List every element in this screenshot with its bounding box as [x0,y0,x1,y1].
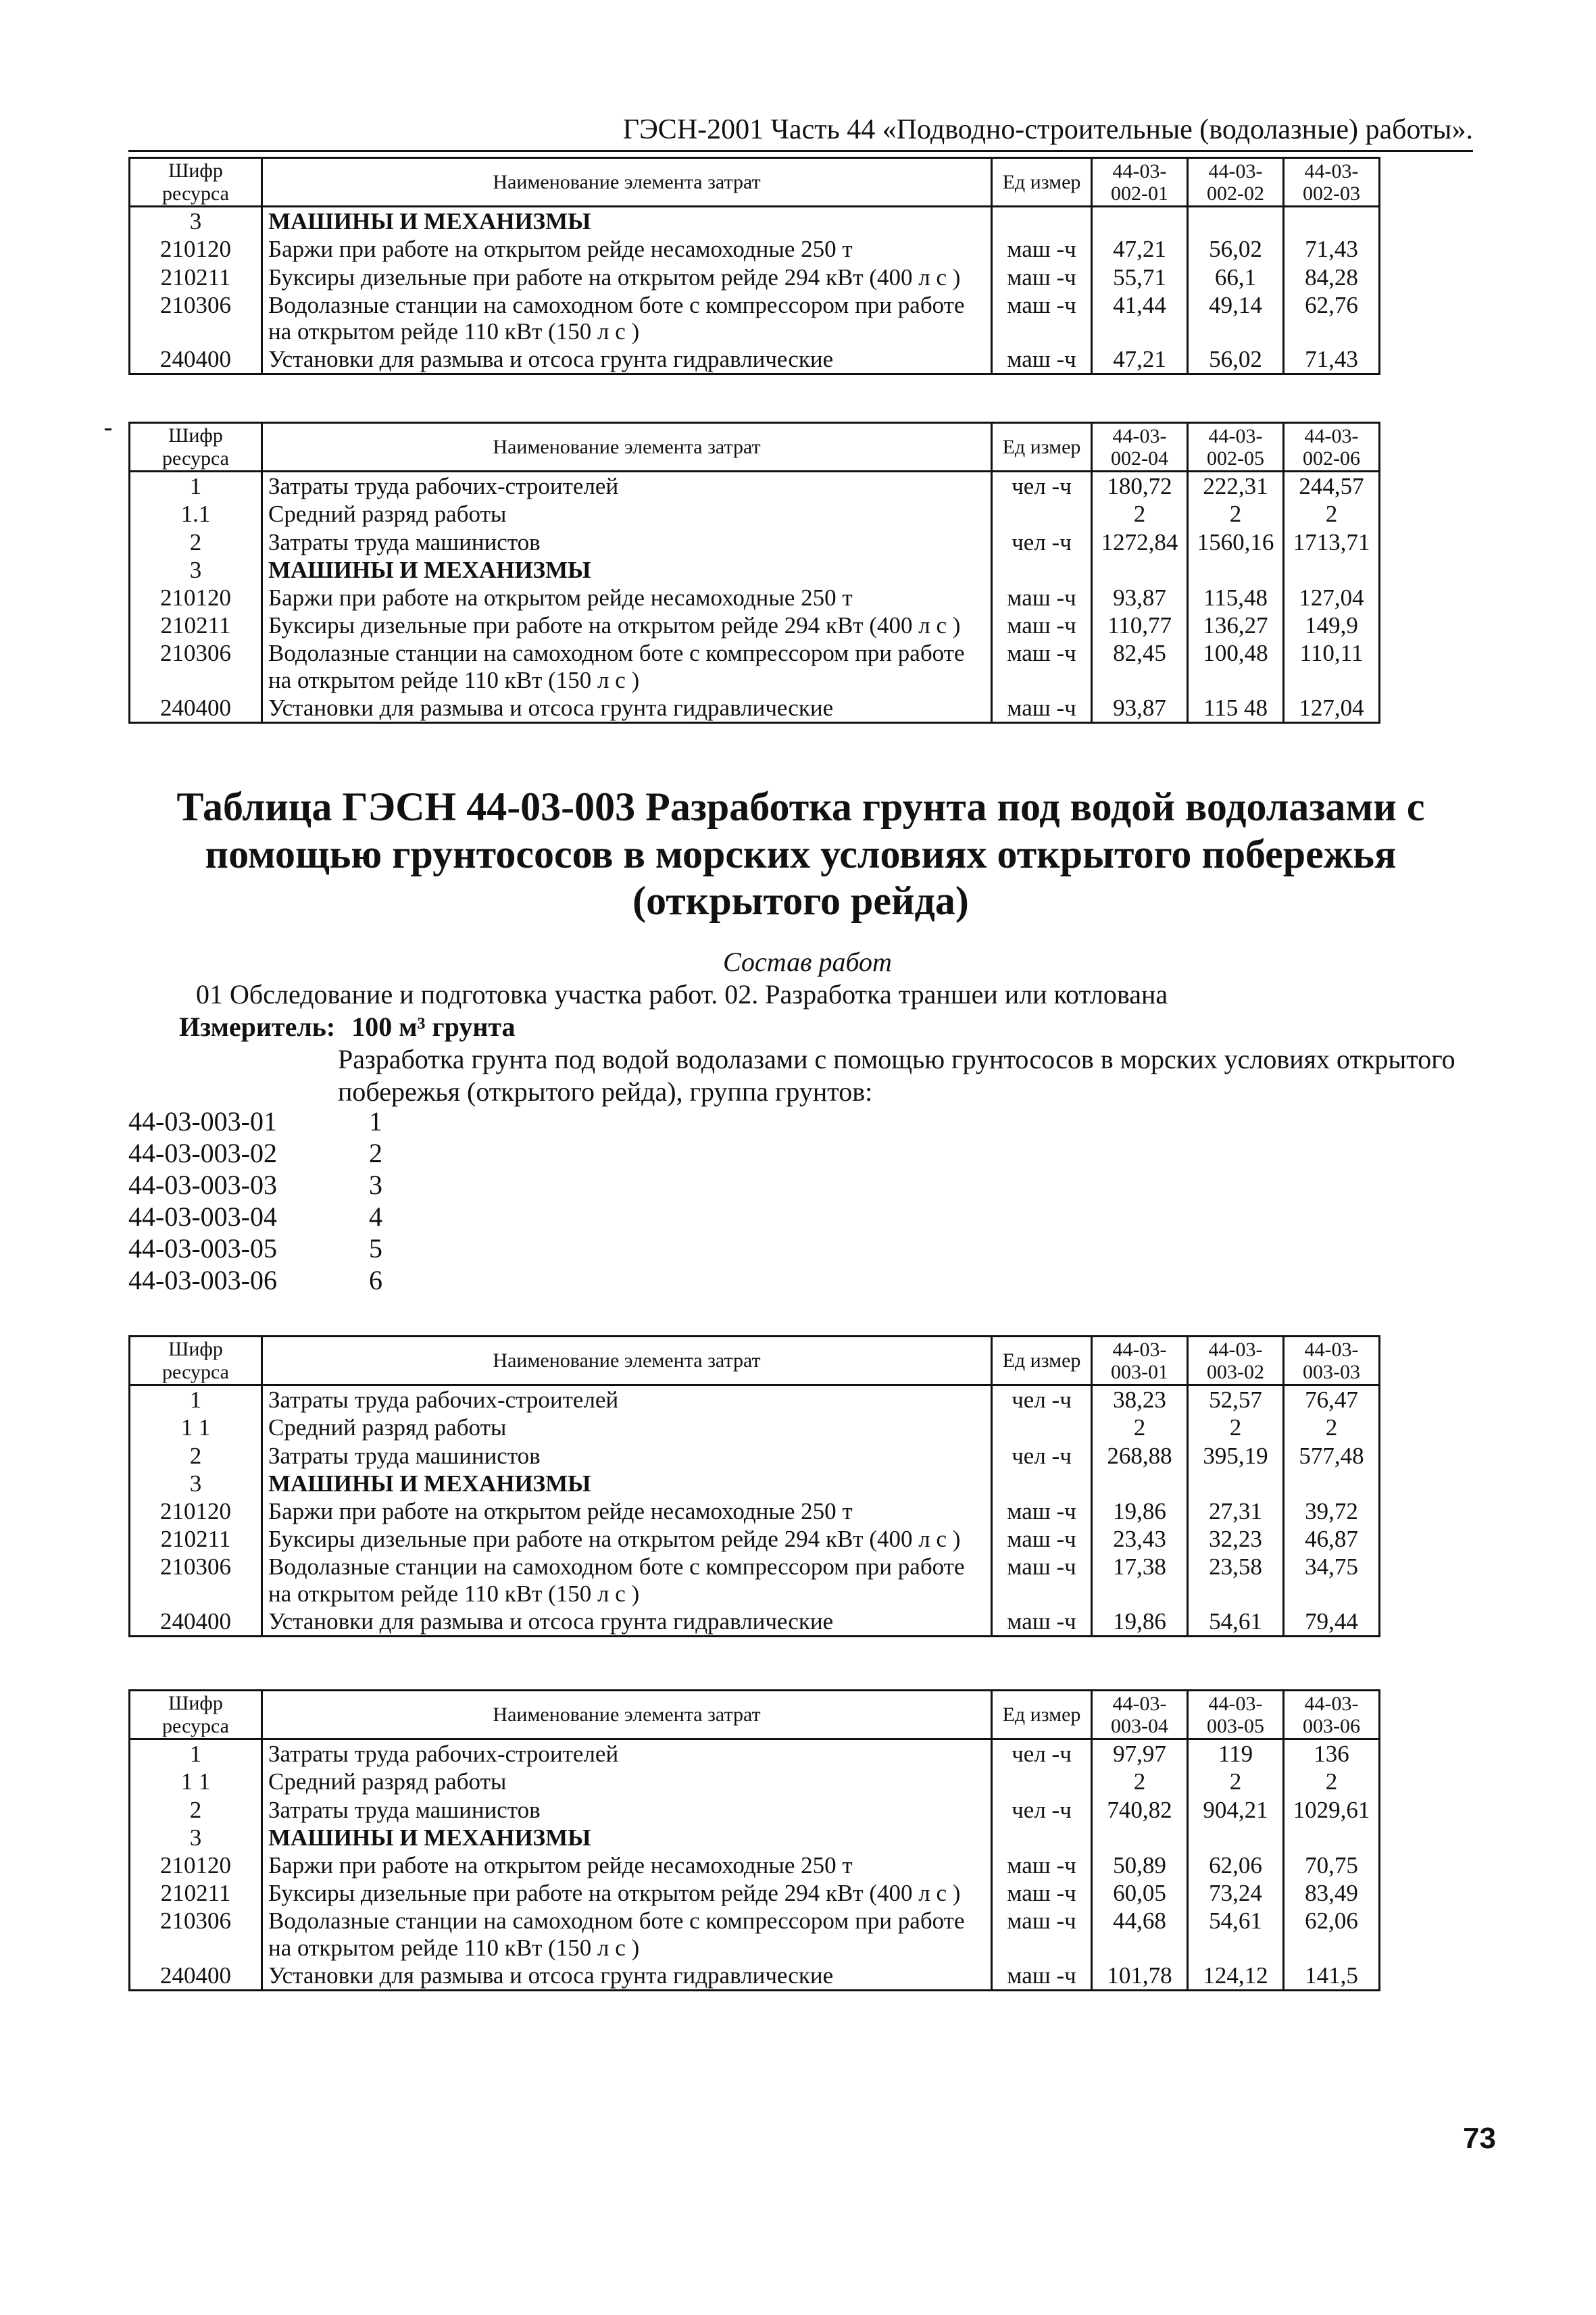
header-norm-code: 44-03-002-01 [1092,158,1188,207]
cell-value: 222,31 [1188,472,1284,501]
table-row [130,1553,1380,1607]
cell-name: Средний разряд работы [262,1414,992,1441]
cell-name: Затраты труда машинистов [262,528,992,556]
cell-value: 83,49 [1284,1879,1380,1907]
cell-value: 56,02 [1188,345,1284,374]
header-norm-code: 44-03-002-05 [1188,423,1284,472]
cell-code: 210120 [130,235,262,263]
cell-value: 904,21 [1188,1796,1284,1824]
cell-unit: маш -ч [992,1962,1092,1991]
cell-code: 210211 [130,1879,262,1907]
cell-unit: маш -ч [992,639,1092,693]
table-row [130,472,1380,501]
table-row [130,1497,1380,1525]
table-row [130,1739,1380,1768]
cell-value: 19,86 [1092,1497,1188,1525]
cell-value: 82,45 [1092,639,1188,693]
code-list-item [128,1201,382,1233]
cell-value: 577,48 [1284,1442,1380,1470]
cell-value: 2 [1284,1768,1380,1795]
table-row [130,1414,1380,1441]
table-row [130,1768,1380,1795]
cell-code: 2 [130,1442,262,1470]
cell-name: Буксиры дизельные при работе на открытом рейде 294 кВт (400 л с ) [262,1879,992,1907]
header-name: Наименование элемента затрат [262,1337,992,1385]
cell-value: 46,87 [1284,1525,1380,1553]
work-description: Разработка грунта под водой водолазами с помощью грунтососов в морских условиях открытого побережья (открытого рейда), группа грунтов: [338,1044,1455,1107]
cell-code: 240400 [130,345,262,374]
norm-code: 44-03-003-04 [128,1201,277,1232]
cell-code: 240400 [130,694,262,723]
cell-value: 62,06 [1284,1907,1380,1961]
composition-text: 01 Обследование и подготовка участка работ. 02. Разработка траншеи или котлована [196,979,1168,1010]
cell-name: Буксиры дизельные при работе на открытом рейде 294 кВт (400 л с ) [262,264,992,291]
cell-code: 210306 [130,1553,262,1607]
cell-unit: маш -ч [992,584,1092,612]
header-code: Шифр ресурса [130,423,262,472]
cell-name: Баржи при работе на открытом рейде несамоходные 250 т [262,235,992,263]
cell-value: 23,43 [1092,1525,1188,1553]
cell-unit: маш -ч [992,1608,1092,1637]
table-row [130,1879,1380,1907]
cell-value: 76,47 [1284,1385,1380,1414]
header-name: Наименование элемента затрат [262,423,992,472]
cell-name: Установки для размыва и отсоса грунта гидравлические [262,1962,992,1991]
cell-unit [992,1824,1092,1851]
soil-group: 4 [369,1201,382,1232]
cell-code: 210211 [130,1525,262,1553]
norms-table-002-part1 [128,157,1380,375]
cell-value: 149,9 [1284,612,1380,639]
header-unit: Ед измер [992,423,1092,472]
cell-name: Баржи при работе на открытом рейде несамоходные 250 т [262,1497,992,1525]
cell-name: Затраты труда машинистов [262,1442,992,1470]
cell-value: 32,23 [1188,1525,1284,1553]
cell-code: 240400 [130,1608,262,1637]
table-header-row [130,1337,1380,1385]
cell-name: Водолазные станции на самоходном боте с компрессором при работе на открытом рейде 110 кВт (150 л с ) [262,291,992,345]
cell-code: 1 1 [130,1768,262,1795]
cell-value: 23,58 [1188,1553,1284,1607]
cell-value: 97,97 [1092,1739,1188,1768]
cell-value: 49,14 [1188,291,1284,345]
cell-code: 210306 [130,639,262,693]
cell-name: Буксиры дизельные при работе на открытом рейде 294 кВт (400 л с ) [262,612,992,639]
table-row [130,345,1380,374]
cell-value: 110,11 [1284,639,1380,693]
cell-value [1092,1824,1188,1851]
cell-value: 93,87 [1092,584,1188,612]
cell-value: 44,68 [1092,1907,1188,1961]
table-row [130,207,1380,236]
cell-value [1284,207,1380,236]
cell-value [1284,1470,1380,1497]
cell-value: 66,1 [1188,264,1284,291]
table-header-row [130,423,1380,472]
header-unit: Ед измер [992,1691,1092,1739]
cell-name: Баржи при работе на открытом рейде несамоходные 250 т [262,584,992,612]
cell-unit [992,1414,1092,1441]
cell-name: Баржи при работе на открытом рейде несамоходные 250 т [262,1851,992,1879]
cell-name: Водолазные станции на самоходном боте с компрессором при работе на открытом рейде 110 кВт (150 л с ) [262,1553,992,1607]
cell-name: Средний разряд работы [262,1768,992,1795]
cell-code: 2 [130,1796,262,1824]
cell-value: 62,06 [1188,1851,1284,1879]
cell-unit: чел -ч [992,1385,1092,1414]
cell-value: 41,44 [1092,291,1188,345]
cell-unit: маш -ч [992,264,1092,291]
cell-code: 210120 [130,584,262,612]
cell-code: 1 [130,1385,262,1414]
meter-line [179,1011,516,1043]
cell-value: 244,57 [1284,472,1380,501]
cell-code: 210211 [130,264,262,291]
cell-name: Водолазные станции на самоходном боте с компрессором при работе на открытом рейде 110 кВт (150 л с ) [262,639,992,693]
header-norm-code: 44-03-003-02 [1188,1337,1284,1385]
cell-unit: маш -ч [992,1497,1092,1525]
cell-value: 2 [1284,1414,1380,1441]
norm-code: 44-03-003-06 [128,1265,277,1295]
cell-value: 395,19 [1188,1442,1284,1470]
table-row [130,235,1380,263]
norm-code: 44-03-003-05 [128,1233,277,1264]
cell-value: 52,57 [1188,1385,1284,1414]
cell-value: 2 [1188,500,1284,528]
cell-unit: маш -ч [992,1553,1092,1607]
cell-value [1284,556,1380,584]
cell-value: 100,48 [1188,639,1284,693]
cell-name: Затраты труда машинистов [262,1796,992,1824]
cell-value: 62,76 [1284,291,1380,345]
cell-value: 34,75 [1284,1553,1380,1607]
norm-code: 44-03-003-03 [128,1170,277,1200]
cell-name: Затраты труда рабочих-строителей [262,1385,992,1414]
cell-unit: маш -ч [992,1525,1092,1553]
cell-name: Установки для размыва и отсоса грунта гидравлические [262,345,992,374]
cell-value: 73,24 [1188,1879,1284,1907]
cell-value: 1029,61 [1284,1796,1380,1824]
cell-value: 1713,71 [1284,528,1380,556]
norm-code: 44-03-003-02 [128,1138,277,1168]
table-row [130,556,1380,584]
table-row [130,1907,1380,1961]
cell-value: 38,23 [1092,1385,1188,1414]
cell-code: 3 [130,556,262,584]
cell-unit: чел -ч [992,1739,1092,1768]
cell-value: 115,48 [1188,584,1284,612]
cell-value: 27,31 [1188,1497,1284,1525]
soil-group: 5 [369,1233,382,1264]
table-row [130,1824,1380,1851]
cell-name: МАШИНЫ И МЕХАНИЗМЫ [262,1470,992,1497]
code-list-item [128,1169,382,1201]
cell-code: 3 [130,1470,262,1497]
table-row [130,1470,1380,1497]
cell-name: Буксиры дизельные при работе на открытом рейде 294 кВт (400 л с ) [262,1525,992,1553]
cell-value [1188,1824,1284,1851]
header-name: Наименование элемента затрат [262,1691,992,1739]
cell-code: 3 [130,1824,262,1851]
cell-unit: маш -ч [992,694,1092,723]
table-row [130,264,1380,291]
cell-value: 84,28 [1284,264,1380,291]
table-header-row [130,158,1380,207]
cell-name: Затраты труда рабочих-строителей [262,472,992,501]
header-norm-code: 44-03-003-03 [1284,1337,1380,1385]
cell-unit [992,556,1092,584]
cell-unit [992,207,1092,236]
margin-mark [105,428,111,430]
cell-unit [992,1768,1092,1795]
header-code: Шифр ресурса [130,1691,262,1739]
cell-name: Водолазные станции на самоходном боте с компрессором при работе на открытом рейде 110 кВт (150 л с ) [262,1907,992,1961]
cell-value [1188,1470,1284,1497]
cell-value: 124,12 [1188,1962,1284,1991]
cell-unit: маш -ч [992,345,1092,374]
cell-value: 127,04 [1284,584,1380,612]
header-norm-code: 44-03-003-06 [1284,1691,1380,1739]
cell-code: 3 [130,207,262,236]
cell-value: 127,04 [1284,694,1380,723]
header-code: Шифр ресурса [130,158,262,207]
cell-code: 210306 [130,291,262,345]
table-row [130,528,1380,556]
table-row [130,291,1380,345]
cell-value [1188,556,1284,584]
cell-value: 2 [1092,500,1188,528]
cell-value: 180,72 [1092,472,1188,501]
cell-value: 19,86 [1092,1608,1188,1637]
cell-code: 210211 [130,612,262,639]
header-norm-code: 44-03-003-05 [1188,1691,1284,1739]
cell-value: 70,75 [1284,1851,1380,1879]
header-norm-code: 44-03-002-06 [1284,423,1380,472]
cell-value: 2 [1188,1768,1284,1795]
norms-table-002-part2 [128,422,1380,724]
cell-value: 56,02 [1188,235,1284,263]
cell-unit: маш -ч [992,1879,1092,1907]
cell-value: 2 [1092,1768,1188,1795]
cell-name: Средний разряд работы [262,500,992,528]
cell-value: 54,61 [1188,1907,1284,1961]
norms-table-003-part1 [128,1335,1380,1637]
code-list-item [128,1233,382,1264]
cell-value: 47,21 [1092,235,1188,263]
cell-value: 740,82 [1092,1796,1188,1824]
cell-unit: чел -ч [992,528,1092,556]
table-row [130,584,1380,612]
cell-code: 1 1 [130,1414,262,1441]
cell-value: 136,27 [1188,612,1284,639]
cell-value: 79,44 [1284,1608,1380,1637]
table-row [130,1608,1380,1637]
cell-code: 210120 [130,1497,262,1525]
cell-value [1188,207,1284,236]
cell-unit [992,1470,1092,1497]
cell-value: 110,77 [1092,612,1188,639]
cell-value: 71,43 [1284,345,1380,374]
cell-code: 1 [130,1739,262,1768]
cell-value: 60,05 [1092,1879,1188,1907]
cell-value: 115 48 [1188,694,1284,723]
table-row [130,694,1380,723]
cell-value: 141,5 [1284,1962,1380,1991]
running-header: ГЭСН-2001 Часть 44 «Подводно-строительные (водолазные) работы». [128,114,1473,152]
table-row [130,1442,1380,1470]
table-row [130,1796,1380,1824]
cell-value [1284,1824,1380,1851]
cell-value: 55,71 [1092,264,1188,291]
cell-unit: чел -ч [992,1442,1092,1470]
code-list [128,1105,382,1296]
table-row [130,1385,1380,1414]
cell-code: 210120 [130,1851,262,1879]
code-list-item [128,1105,382,1137]
cell-unit [992,500,1092,528]
cell-value: 1560,16 [1188,528,1284,556]
cell-name: Установки для размыва и отсоса грунта гидравлические [262,1608,992,1637]
cell-value [1092,207,1188,236]
cell-unit: маш -ч [992,1851,1092,1879]
cell-code: 210306 [130,1907,262,1961]
soil-group: 1 [369,1106,382,1137]
cell-value: 54,61 [1188,1608,1284,1637]
cell-value: 1272,84 [1092,528,1188,556]
cell-value [1092,1470,1188,1497]
cell-name: Установки для размыва и отсоса грунта гидравлические [262,694,992,723]
cell-value: 119 [1188,1739,1284,1768]
cell-name: МАШИНЫ И МЕХАНИЗМЫ [262,207,992,236]
norms-table-003-part2 [128,1689,1380,1991]
cell-name: МАШИНЫ И МЕХАНИЗМЫ [262,556,992,584]
cell-unit: чел -ч [992,472,1092,501]
header-unit: Ед измер [992,158,1092,207]
cell-unit: чел -ч [992,1796,1092,1824]
cell-unit: маш -ч [992,612,1092,639]
cell-value: 101,78 [1092,1962,1188,1991]
table-row [130,1525,1380,1553]
table-row [130,500,1380,528]
table-row [130,612,1380,639]
meter-label: Измеритель: [179,1012,336,1042]
cell-name: МАШИНЫ И МЕХАНИЗМЫ [262,1824,992,1851]
header-name: Наименование элемента затрат [262,158,992,207]
cell-value: 2 [1284,500,1380,528]
table-row [130,639,1380,693]
page-number: 73 [1463,2122,1496,2155]
meter-value: 100 м³ грунта [351,1012,516,1042]
cell-value: 2 [1188,1414,1284,1441]
cell-unit: маш -ч [992,291,1092,345]
cell-value: 268,88 [1092,1442,1188,1470]
table-header-row [130,1691,1380,1739]
header-norm-code: 44-03-003-04 [1092,1691,1188,1739]
composition-title: Состав работ [723,947,892,977]
cell-code: 2 [130,528,262,556]
section-title: Таблица ГЭСН 44-03-003 Разработка грунта под водой водолазами с помощью грунтососов в морских условиях открытого побережья (открытого рейда) [176,785,1425,924]
header-norm-code: 44-03-002-04 [1092,423,1188,472]
header-unit: Ед измер [992,1337,1092,1385]
cell-value: 136 [1284,1739,1380,1768]
cell-code: 1.1 [130,500,262,528]
cell-value: 2 [1092,1414,1188,1441]
cell-value: 17,38 [1092,1553,1188,1607]
soil-group: 2 [369,1138,382,1168]
cell-value: 93,87 [1092,694,1188,723]
cell-value: 39,72 [1284,1497,1380,1525]
soil-group: 3 [369,1170,382,1200]
cell-code: 1 [130,472,262,501]
code-list-item [128,1137,382,1169]
header-norm-code: 44-03-002-03 [1284,158,1380,207]
table-row [130,1962,1380,1991]
code-list-item [128,1264,382,1296]
cell-value: 47,21 [1092,345,1188,374]
cell-name: Затраты труда рабочих-строителей [262,1739,992,1768]
cell-value [1092,556,1188,584]
header-norm-code: 44-03-002-02 [1188,158,1284,207]
norm-code: 44-03-003-01 [128,1106,277,1137]
cell-unit: маш -ч [992,1907,1092,1961]
cell-code: 240400 [130,1962,262,1991]
cell-unit: маш -ч [992,235,1092,263]
cell-value: 71,43 [1284,235,1380,263]
header-norm-code: 44-03-003-01 [1092,1337,1188,1385]
header-code: Шифр ресурса [130,1337,262,1385]
table-row [130,1851,1380,1879]
soil-group: 6 [369,1265,382,1295]
cell-value: 50,89 [1092,1851,1188,1879]
